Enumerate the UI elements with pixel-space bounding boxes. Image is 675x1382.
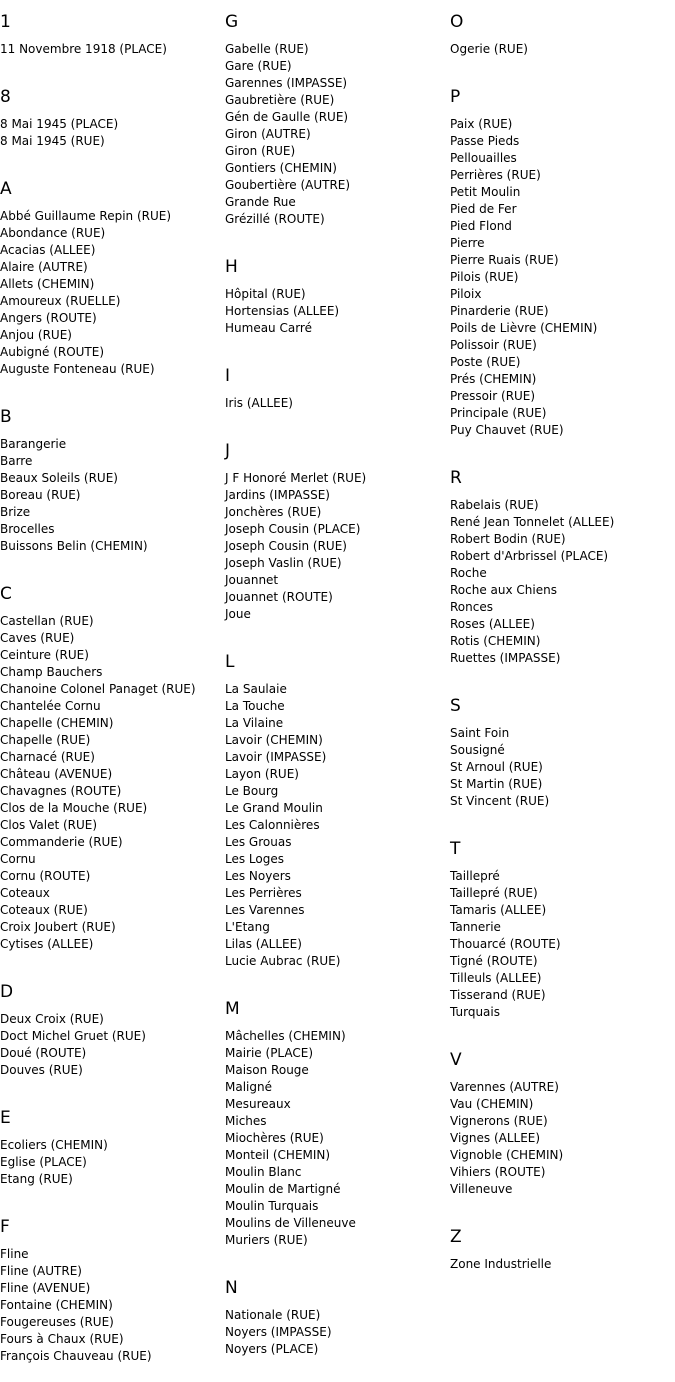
street-name-item: Piloix — [450, 287, 482, 301]
section-letter-heading: V — [450, 1050, 462, 1070]
section-spacer — [0, 150, 222, 167]
street-name-item: Muriers (RUE) — [225, 1233, 308, 1247]
street-name-item: Castellan (RUE) — [0, 614, 94, 628]
street-name-item: Varennes (AUTRE) — [450, 1080, 559, 1094]
street-name-item: Gare (RUE) — [225, 59, 292, 73]
street-name-item: Deux Croix (RUE) — [0, 1012, 104, 1026]
street-list — [225, 470, 447, 623]
letter-section — [450, 838, 672, 1038]
street-name-item: Moulins de Villeneuve — [225, 1216, 356, 1230]
street-name-item: Pied Flond — [450, 219, 512, 233]
street-name-item: Croix Joubert (RUE) — [0, 920, 116, 934]
street-name-item: Zone Industrielle — [450, 1257, 552, 1271]
section-spacer — [450, 1021, 672, 1038]
section-letter-heading: M — [225, 999, 240, 1019]
letter-section — [225, 440, 447, 640]
letter-section — [225, 1277, 447, 1375]
section-letter-heading: B — [0, 407, 12, 427]
street-list — [0, 1246, 222, 1365]
street-name-item: Tigné (ROUTE) — [450, 954, 538, 968]
letter-section — [450, 467, 672, 684]
street-name-item: Beaux Soleils (RUE) — [0, 471, 118, 485]
letter-section — [450, 1226, 672, 1290]
section-spacer — [225, 1358, 447, 1375]
section-letter-heading: 1 — [0, 12, 11, 32]
street-list — [450, 1256, 672, 1273]
street-name-item: Taillepré (RUE) — [450, 886, 538, 900]
street-name-item: Goubertière (AUTRE) — [225, 178, 351, 192]
street-name-item: Cytises (ALLEE) — [0, 937, 94, 951]
letter-section — [450, 695, 672, 827]
street-name-item: Poste (RUE) — [450, 355, 521, 369]
street-name-item: Mesureaux — [225, 1097, 291, 1111]
section-letter-heading: O — [450, 12, 464, 32]
street-name-item: Les Calonnières — [225, 818, 320, 832]
street-name-item: René Jean Tonnelet (ALLEE) — [450, 515, 615, 529]
street-name-item: Ceinture (RUE) — [0, 648, 89, 662]
section-spacer — [225, 970, 447, 987]
street-name-item: Vignerons (RUE) — [450, 1114, 548, 1128]
section-letter-heading: D — [0, 982, 14, 1002]
street-name-item: Saint Foin — [450, 726, 510, 740]
street-name-item: Jardins (IMPASSE) — [225, 488, 330, 502]
street-name-item: J F Honoré Merlet (RUE) — [225, 471, 367, 485]
street-name-item: Perrières (RUE) — [450, 168, 541, 182]
street-name-item: Brocelles — [0, 522, 55, 536]
street-list — [450, 1079, 672, 1198]
street-name-item: Les Perrières — [225, 886, 302, 900]
section-letter-heading: N — [225, 1278, 238, 1298]
street-name-item: Noyers (PLACE) — [225, 1342, 319, 1356]
letter-section — [225, 651, 447, 987]
street-name-item: Chapelle (RUE) — [0, 733, 91, 747]
street-name-item: Les Varennes — [225, 903, 305, 917]
letter-section — [225, 998, 447, 1266]
street-name-item: St Martin (RUE) — [450, 777, 543, 791]
street-name-item: Roche — [450, 566, 487, 580]
street-name-item: Sousigné — [450, 743, 505, 757]
street-name-item: Eglise (PLACE) — [0, 1155, 87, 1169]
street-list — [450, 41, 672, 58]
section-spacer — [225, 1249, 447, 1266]
street-name-item: Château (AVENUE) — [0, 767, 113, 781]
street-name-item: Pied de Fer — [450, 202, 517, 216]
street-name-item: 8 Mai 1945 (RUE) — [0, 134, 105, 148]
street-list — [450, 725, 672, 810]
street-name-item: Etang (RUE) — [0, 1172, 73, 1186]
street-name-item: Fougereuses (RUE) — [0, 1315, 114, 1329]
street-name-item: Chantelée Cornu — [0, 699, 101, 713]
street-name-item: Garennes (IMPASSE) — [225, 76, 348, 90]
street-name-item: Robert d'Arbrissel (PLACE) — [450, 549, 609, 563]
street-name-item: Ronces — [450, 600, 493, 614]
street-name-item: Fline (AVENUE) — [0, 1281, 91, 1295]
street-name-item: Les Loges — [225, 852, 284, 866]
street-name-item: Allets (CHEMIN) — [0, 277, 95, 291]
letter-section — [0, 86, 222, 167]
street-name-item: Grézillé (ROUTE) — [225, 212, 325, 226]
street-list — [0, 116, 222, 150]
street-name-item: Cornu — [0, 852, 36, 866]
street-name-item: Doct Michel Gruet (RUE) — [0, 1029, 146, 1043]
street-name-item: Fline — [0, 1247, 29, 1261]
street-name-item: Jouannet (ROUTE) — [225, 590, 333, 604]
street-name-item: Iris (ALLEE) — [225, 396, 293, 410]
street-name-item: Pinarderie (RUE) — [450, 304, 549, 318]
street-name-item: Acacias (ALLEE) — [0, 243, 96, 257]
street-name-item: Champ Bauchers — [0, 665, 103, 679]
street-name-item: Passe Pieds — [450, 134, 520, 148]
street-list — [0, 208, 222, 378]
street-name-item: Gaubretière (RUE) — [225, 93, 335, 107]
letter-section — [225, 365, 447, 429]
street-list — [225, 1307, 447, 1358]
street-name-item: Maison Rouge — [225, 1063, 309, 1077]
street-name-item: Giron (AUTRE) — [225, 127, 311, 141]
section-letter-heading: H — [225, 257, 238, 277]
street-name-item: Doué (ROUTE) — [0, 1046, 87, 1060]
street-name-item: Puy Chauvet (RUE) — [450, 423, 564, 437]
street-name-item: Vau (CHEMIN) — [450, 1097, 534, 1111]
street-name-item: Thouarcé (ROUTE) — [450, 937, 561, 951]
street-name-item: Gabelle (RUE) — [225, 42, 309, 56]
street-name-item: Coteaux — [0, 886, 50, 900]
street-name-item: Les Noyers — [225, 869, 291, 883]
street-name-item: Lilas (ALLEE) — [225, 937, 302, 951]
street-list — [450, 497, 672, 667]
street-name-item: Vignoble (CHEMIN) — [450, 1148, 564, 1162]
street-name-item: La Saulaie — [225, 682, 287, 696]
street-name-item: Tannerie — [450, 920, 501, 934]
section-spacer — [450, 439, 672, 456]
street-name-item: Taillepré — [450, 869, 500, 883]
street-name-item: Moulin Blanc — [225, 1165, 302, 1179]
street-name-item: Prés (CHEMIN) — [450, 372, 537, 386]
section-spacer — [0, 378, 222, 395]
section-letter-heading: 8 — [0, 87, 11, 107]
street-name-item: Fontaine (CHEMIN) — [0, 1298, 113, 1312]
street-name-item: Principale (RUE) — [450, 406, 547, 420]
street-column-2 — [225, 0, 447, 1375]
street-name-item: St Vincent (RUE) — [450, 794, 550, 808]
letter-section — [225, 256, 447, 354]
street-list — [225, 1028, 447, 1249]
street-name-item: St Arnoul (RUE) — [450, 760, 543, 774]
section-letter-heading: C — [0, 584, 12, 604]
street-name-item: Lavoir (IMPASSE) — [225, 750, 327, 764]
section-letter-heading: L — [225, 652, 235, 672]
street-name-item: Miches — [225, 1114, 267, 1128]
street-list — [225, 681, 447, 970]
letter-section — [450, 11, 672, 75]
section-letter-heading: G — [225, 12, 239, 32]
section-spacer — [225, 623, 447, 640]
street-name-item: Pierre Ruais (RUE) — [450, 253, 559, 267]
street-name-item: Joseph Cousin (RUE) — [225, 539, 347, 553]
section-spacer — [225, 228, 447, 245]
street-name-item: Layon (RUE) — [225, 767, 299, 781]
street-name-item: Fline (AUTRE) — [0, 1264, 82, 1278]
street-list — [0, 613, 222, 953]
street-name-item: Joseph Cousin (PLACE) — [225, 522, 361, 536]
section-letter-heading: F — [0, 1217, 10, 1237]
street-list — [450, 868, 672, 1021]
street-name-item: La Touche — [225, 699, 285, 713]
street-name-item: Hortensias (ALLEE) — [225, 304, 340, 318]
street-name-item: Caves (RUE) — [0, 631, 75, 645]
street-name-item: Le Grand Moulin — [225, 801, 323, 815]
street-list — [225, 395, 447, 412]
street-name-item: Abbé Guillaume Repin (RUE) — [0, 209, 172, 223]
street-list — [0, 436, 222, 555]
section-letter-heading: S — [450, 696, 461, 716]
section-spacer — [450, 1273, 672, 1290]
street-name-item: Rotis (CHEMIN) — [450, 634, 541, 648]
section-spacer — [225, 337, 447, 354]
street-name-item: Robert Bodin (RUE) — [450, 532, 566, 546]
street-name-item: François Chauveau (RUE) — [0, 1349, 152, 1363]
street-name-item: Grande Rue — [225, 195, 296, 209]
street-name-item: Lucie Aubrac (RUE) — [225, 954, 341, 968]
street-name-item: Fours à Chaux (RUE) — [0, 1332, 124, 1346]
street-list — [225, 286, 447, 337]
section-spacer — [0, 58, 222, 75]
street-name-item: Ecoliers (CHEMIN) — [0, 1138, 108, 1152]
street-name-item: Auguste Fonteneau (RUE) — [0, 362, 155, 376]
street-name-item: Chapelle (CHEMIN) — [0, 716, 114, 730]
street-name-item: Giron (RUE) — [225, 144, 296, 158]
street-list — [0, 1011, 222, 1079]
street-name-item: Mairie (PLACE) — [225, 1046, 314, 1060]
street-name-item: Joue — [225, 607, 251, 621]
street-name-item: Alaire (AUTRE) — [0, 260, 88, 274]
street-name-item: Nationale (RUE) — [225, 1308, 321, 1322]
street-name-item: Polissoir (RUE) — [450, 338, 537, 352]
street-name-item: Moulin Turquais — [225, 1199, 319, 1213]
section-letter-heading: A — [0, 179, 12, 199]
letter-section — [450, 1049, 672, 1215]
street-name-item: Jouannet — [225, 573, 279, 587]
section-letter-heading: E — [0, 1108, 11, 1128]
street-name-item: Pellouailles — [450, 151, 517, 165]
section-letter-heading: I — [225, 366, 231, 386]
section-letter-heading: T — [450, 839, 461, 859]
letter-section — [450, 86, 672, 456]
street-name-item: Maligné — [225, 1080, 272, 1094]
street-name-item: Jonchères (RUE) — [225, 505, 322, 519]
street-name-item: Gontiers (CHEMIN) — [225, 161, 337, 175]
street-name-item: Vihiers (ROUTE) — [450, 1165, 546, 1179]
section-letter-heading: R — [450, 468, 462, 488]
section-spacer — [0, 1079, 222, 1096]
street-name-item: Moulin de Martigné — [225, 1182, 341, 1196]
street-name-item: Noyers (IMPASSE) — [225, 1325, 332, 1339]
street-name-item: Roche aux Chiens — [450, 583, 557, 597]
street-name-item: Hôpital (RUE) — [225, 287, 306, 301]
street-name-item: Commanderie (RUE) — [0, 835, 123, 849]
street-name-item: Coteaux (RUE) — [0, 903, 88, 917]
letter-section — [0, 1216, 222, 1382]
street-name-item: Ogerie (RUE) — [450, 42, 528, 56]
street-name-item: Les Grouas — [225, 835, 292, 849]
street-name-item: Barre — [0, 454, 33, 468]
street-name-item: Pressoir (RUE) — [450, 389, 536, 403]
letter-section — [0, 1107, 222, 1205]
section-letter-heading: J — [225, 441, 231, 461]
street-name-item: Clos Valet (RUE) — [0, 818, 98, 832]
street-name-item: Angers (ROUTE) — [0, 311, 97, 325]
section-letter-heading: P — [450, 87, 461, 107]
street-name-item: Pilois (RUE) — [450, 270, 519, 284]
street-name-item: Tamaris (ALLEE) — [450, 903, 547, 917]
street-name-item: Tilleuls (ALLEE) — [450, 971, 542, 985]
street-name-item: Barangerie — [0, 437, 67, 451]
street-name-item: Charnacé (RUE) — [0, 750, 95, 764]
street-name-item: Joseph Vaslin (RUE) — [225, 556, 342, 570]
street-name-item: Chavagnes (ROUTE) — [0, 784, 122, 798]
letter-section — [225, 11, 447, 245]
street-name-item: Cornu (ROUTE) — [0, 869, 91, 883]
street-name-item: Miochères (RUE) — [225, 1131, 324, 1145]
street-name-item: 8 Mai 1945 (PLACE) — [0, 117, 119, 131]
section-spacer — [450, 810, 672, 827]
street-name-item: Mâchelles (CHEMIN) — [225, 1029, 346, 1043]
street-name-item: Clos de la Mouche (RUE) — [0, 801, 148, 815]
street-name-item: La Vilaine — [225, 716, 284, 730]
section-spacer — [450, 1198, 672, 1215]
street-name-item: Turquais — [450, 1005, 500, 1019]
section-spacer — [0, 1365, 222, 1382]
section-spacer — [450, 667, 672, 684]
street-name-item: Chanoine Colonel Panaget (RUE) — [0, 682, 196, 696]
street-name-item: Douves (RUE) — [0, 1063, 83, 1077]
street-name-item: Buissons Belin (CHEMIN) — [0, 539, 148, 553]
street-name-item: Gén de Gaulle (RUE) — [225, 110, 349, 124]
street-name-item: Amoureux (RUELLE) — [0, 294, 121, 308]
street-name-item: Abondance (RUE) — [0, 226, 106, 240]
letter-section — [0, 11, 222, 75]
street-name-item: Rabelais (RUE) — [450, 498, 539, 512]
street-name-item: Humeau Carré — [225, 321, 312, 335]
street-name-item: Poils de Lièvre (CHEMIN) — [450, 321, 598, 335]
section-letter-heading: Z — [450, 1227, 462, 1247]
letter-section — [0, 178, 222, 395]
street-name-item: Vignes (ALLEE) — [450, 1131, 541, 1145]
section-spacer — [0, 555, 222, 572]
letter-section — [0, 406, 222, 572]
street-column-1 — [0, 0, 222, 1382]
street-name-item: Boreau (RUE) — [0, 488, 81, 502]
street-name-item: Ruettes (IMPASSE) — [450, 651, 561, 665]
street-name-item: Petit Moulin — [450, 185, 521, 199]
street-name-item: Tisserand (RUE) — [450, 988, 546, 1002]
section-spacer — [0, 953, 222, 970]
street-name-item: Aubigné (ROUTE) — [0, 345, 105, 359]
street-name-item: L'Etang — [225, 920, 270, 934]
street-list — [225, 41, 447, 228]
street-name-item: Lavoir (CHEMIN) — [225, 733, 323, 747]
street-name-item: Brize — [0, 505, 31, 519]
street-column-3 — [450, 0, 672, 1290]
street-name-item: Le Bourg — [225, 784, 279, 798]
letter-section — [0, 583, 222, 970]
street-name-item: Villeneuve — [450, 1182, 513, 1196]
street-name-item: Paix (RUE) — [450, 117, 513, 131]
street-name-item: Anjou (RUE) — [0, 328, 72, 342]
street-name-item: 11 Novembre 1918 (PLACE) — [0, 42, 167, 56]
street-name-item: Monteil (CHEMIN) — [225, 1148, 331, 1162]
street-name-item: Pierre — [450, 236, 485, 250]
section-spacer — [225, 412, 447, 429]
letter-section — [0, 981, 222, 1096]
street-name-item: Roses (ALLEE) — [450, 617, 535, 631]
street-list — [450, 116, 672, 439]
section-spacer — [450, 58, 672, 75]
street-list — [0, 1137, 222, 1188]
section-spacer — [0, 1188, 222, 1205]
street-list — [0, 41, 222, 58]
